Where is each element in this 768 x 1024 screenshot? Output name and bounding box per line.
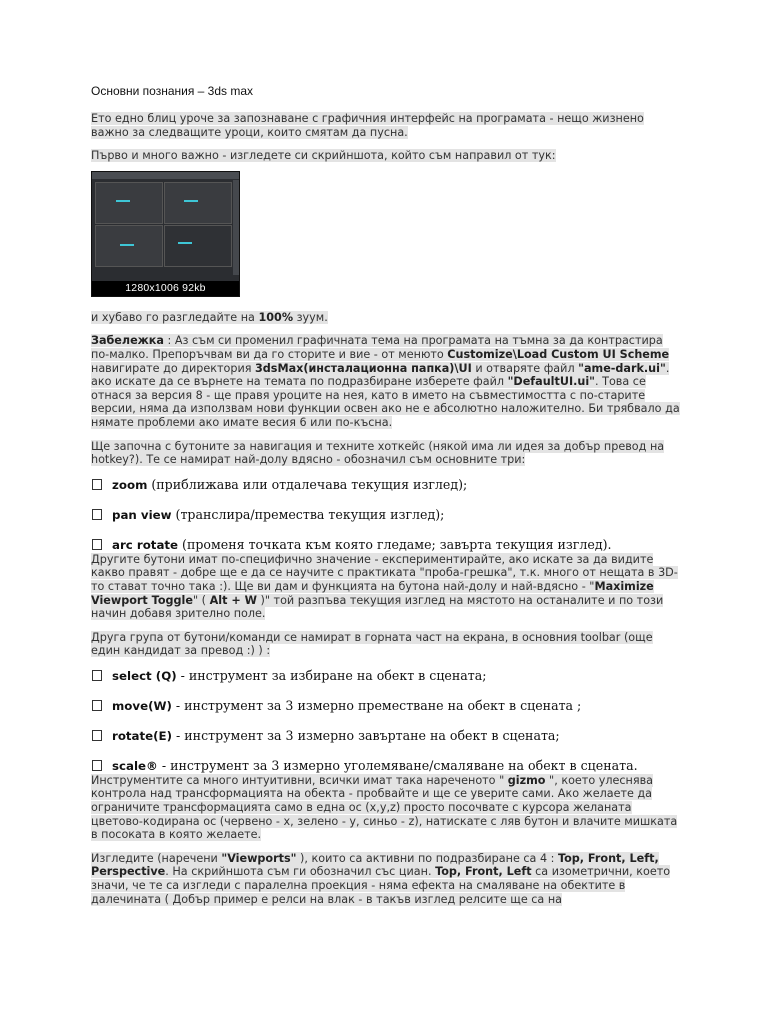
other-buttons-paragraph xyxy=(91,553,681,621)
zoom-text-pre: и хубаво го разгледайте на xyxy=(91,310,259,324)
viewports-term: "Viewports" xyxy=(221,851,297,865)
viewports-isometric-list: Top, Front, Left xyxy=(435,865,532,879)
bullet-text: (променя точката към която гледаме; завърта текущия изглед). xyxy=(178,536,612,552)
screenshot-text: Първо и много важно - изгледете си скрийншота, който съм направил от тук: xyxy=(91,149,556,163)
tools-text-1: Инструментите са много интуитивни, всички имат така нареченото " xyxy=(91,773,508,787)
note-label: Забележка xyxy=(91,334,164,348)
viewports-text-2: ), които са активни по подразбиране са 4 : xyxy=(296,851,558,865)
checkbox-bullet-icon xyxy=(92,509,102,520)
thumbnail-viewport-front xyxy=(164,182,232,224)
bullet-keyword: select (Q) xyxy=(112,668,177,683)
toolbar-intro-text: Друга група от бутони/команди се намират в горната част на екрана, в основния toolbar (още един кандидат за превод :) ) : xyxy=(91,630,653,658)
note-file-dark: "ame-dark.ui" xyxy=(578,361,666,375)
bullet-text: - инструмент за 3 измерно завъртане на обект в сцената; xyxy=(172,727,560,743)
other-text-1: Другите бутони имат по-специфично значение - експериментирайте, ако искате за да видите какво правят - добре ще е да се научите с практиката "проба-грешка", т.к. много от нещата в 3D-то стават точно така :). Ще ви дам и функцията на бутона най-долу и най-вдясно - " xyxy=(91,552,678,593)
viewports-paragraph xyxy=(91,852,681,906)
note-text-4: . ако искате да се върнете на темата по подразбиране изберете файл xyxy=(91,361,670,389)
bullet-keyword: move(W) xyxy=(112,698,172,713)
note-file-default: "DefaultUI.ui" xyxy=(507,375,595,389)
viewports-text-1: Изгледите (наречени xyxy=(91,851,222,865)
bullet-keyword: scale® xyxy=(112,758,158,773)
bullet-text: (транслира/премества текущия изглед); xyxy=(171,506,445,522)
bullet-item-move xyxy=(91,698,681,714)
checkbox-bullet-icon xyxy=(92,670,102,681)
bullet-item-select xyxy=(91,668,681,684)
note-text-2: навигирате до директория xyxy=(91,361,255,375)
thumbnail-menubar xyxy=(92,172,239,179)
thumbnail-cyan-mark xyxy=(178,242,192,244)
thumbnail-viewport-left xyxy=(95,225,163,267)
other-text-3: )" той разпъва текущия изглед на мястото на останалите и по този начин добавя зрително поле. xyxy=(91,593,664,621)
bullet-keyword: pan view xyxy=(112,507,172,522)
bullet-item-scale xyxy=(91,758,681,774)
other-maximize-toggle: Maximize Viewport Toggle xyxy=(91,579,654,607)
note-text-1: : Аз съм си променил графичната тема на програмата на тъмна за да контрастира по-малко. Препоръчвам ви да го сторите и вие - от менюто xyxy=(91,334,663,361)
bullet-item-arc-rotate xyxy=(91,537,681,553)
zoom-paragraph xyxy=(91,311,681,325)
checkbox-bullet-icon xyxy=(92,479,102,490)
viewports-text-4: са изометрични, което значи, че те са изгледи с паралелна проекция - няма ефекта на смаляване на обектите в далечината ( Добър пример е релси на влак - в такъв изглед релсите ще са на xyxy=(91,865,671,906)
bullet-text: - инструмент за избиране на обект в сцената; xyxy=(176,667,487,683)
viewports-list: Top, Front, Left, Perspective xyxy=(91,851,659,879)
document-page xyxy=(91,84,681,916)
bullet-item-rotate xyxy=(91,728,681,744)
thumbnail-cyan-mark xyxy=(120,244,134,246)
note-menu-path: Customize\Load Custom UI Scheme xyxy=(447,347,670,361)
thumbnail-caption: 1280x1006 92kb xyxy=(92,281,239,296)
tools-description-text xyxy=(91,774,677,841)
zoom-text-post: зуум. xyxy=(293,310,328,324)
thumbnail-viewport-perspective xyxy=(164,225,232,267)
note-text-3: и отваряте файл xyxy=(471,361,579,375)
zoom-text xyxy=(91,311,328,324)
screenshot-thumbnail[interactable] xyxy=(91,171,240,297)
bullet-keyword: zoom xyxy=(112,477,148,492)
bullet-item-pan-view xyxy=(91,507,681,523)
note-directory: 3dsMax(инсталационна папка)\UI xyxy=(255,361,472,375)
navigation-intro-text: Ще започна с бутоните за навигация и техните хоткейс (някой има ли идея за добър превод на hotkey?). Те се намират най-долу вдясно - обозначил съм основните три: xyxy=(91,439,665,467)
other-text-2: " ( xyxy=(192,593,210,607)
checkbox-bullet-icon xyxy=(92,539,102,550)
bullet-keyword: arc rotate xyxy=(112,537,179,552)
intro-text: Ето едно блиц уроче за запознаване с графичния интерфейс на програмата - нещо жизнено важно за следващите уроци, които смятам да пусна. xyxy=(91,112,644,139)
thumbnail-cyan-mark xyxy=(184,200,198,202)
note-text xyxy=(91,334,680,429)
other-hotkey: Alt + W xyxy=(209,593,257,607)
checkbox-bullet-icon xyxy=(92,730,102,741)
thumbnail-command-panel xyxy=(233,180,239,275)
checkbox-bullet-icon xyxy=(92,760,102,771)
tools-gizmo: gizmo xyxy=(507,773,546,787)
thumbnail-cyan-mark xyxy=(116,200,130,202)
note-text-5: . Това се отнася за версия 8 - ще правя уроците на нея, като в името на съвместимостта с по-старите версии, няма да използвам нови функции освен ако не е абсолютно наложително. Би трябвало да нямате проблеми ако имате весия 6 или по-късна. xyxy=(91,375,680,429)
intro-paragraph xyxy=(91,112,681,139)
bullet-keyword: rotate(E) xyxy=(112,728,173,743)
bullet-text: - инструмент за 3 измерно уголемяване/смаляване на обект в сцената. xyxy=(157,757,638,773)
thumbnail-viewport-top xyxy=(95,182,163,224)
bullet-text: - инструмент за 3 измерно преместване на обект в сцената ; xyxy=(171,697,582,713)
screenshot-paragraph xyxy=(91,149,681,163)
tools-text-2: ", което улеснява контрола над трансформацията на обекта - пробвайте и ще се уверите сами. Ако желаете да ограничите трансформацията само в една ос (x,y,z) просто посочвате с курсора желаната цветово-кодирана ос (червено - x, зелено - y, синьо - z), натискате с ляв бутон и влачите мишката в посоката в която желаете. xyxy=(91,773,678,842)
toolbar-intro-paragraph xyxy=(91,631,681,658)
bullet-item-zoom xyxy=(91,477,681,493)
viewports-text xyxy=(91,852,670,906)
navigation-intro-paragraph xyxy=(91,440,681,467)
tools-description-paragraph xyxy=(91,774,681,842)
document-title: Основни познания – 3ds max xyxy=(91,84,254,98)
bullet-text: (приближава или отдалечава текущия изглед); xyxy=(147,476,468,492)
note-paragraph xyxy=(91,334,681,429)
checkbox-bullet-icon xyxy=(92,700,102,711)
zoom-percent: 100% xyxy=(258,310,294,324)
viewports-text-3: . На скрийншота съм ги обозначил със циан. xyxy=(165,865,436,879)
other-buttons-text xyxy=(91,553,678,620)
